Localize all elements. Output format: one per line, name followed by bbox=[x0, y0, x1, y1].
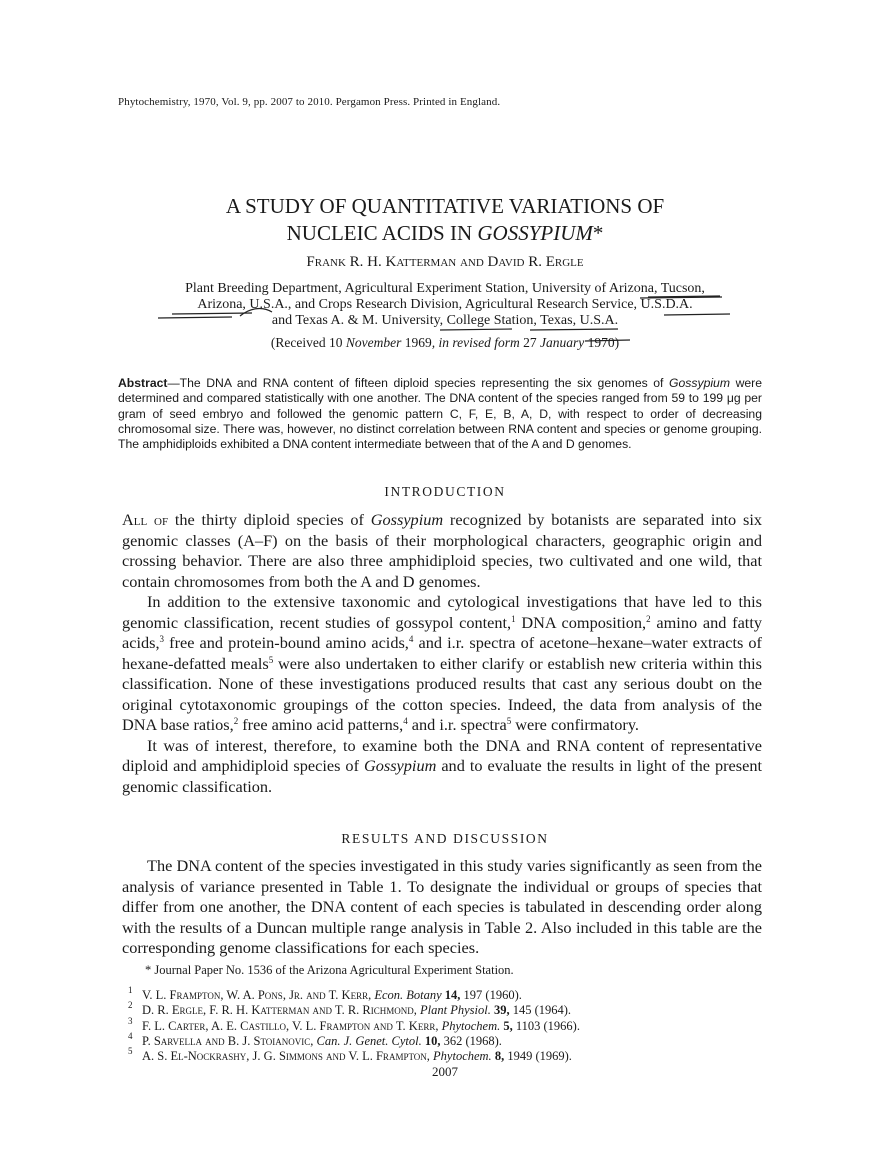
results-heading: RESULTS AND DISCUSSION bbox=[341, 831, 549, 846]
reference-item: $^4$ P. Sarvella and B. J. Stoianovic, Can. J. Genet. Cytol. 10, 362 (1968). bbox=[128, 1030, 502, 1048]
page-number: 2007 bbox=[432, 1064, 458, 1079]
intro-paragraph-3: It was of interest, therefore, to examine both the DNA and RNA content of representative diploid and amphidiploid species of Gossypium and to evaluate the results in light of the present genomic classification. bbox=[122, 735, 762, 796]
title-line-1: A STUDY OF QUANTITATIVE VARIATIONS OF bbox=[225, 194, 665, 218]
reference-item: $^1$ V. L. Frampton, W. A. Pons, Jr. and T. Kerr, Econ. Botany 14, 197 (1960). bbox=[128, 985, 522, 1002]
introduction-heading: INTRODUCTION bbox=[384, 484, 506, 499]
reference-item: $^3$ F. L. Carter, A. E. Castillo, V. L. Frampton and T. Kerr, Phytochem. 5, 1103 (1966). bbox=[128, 1015, 580, 1033]
introduction-body bbox=[122, 510, 762, 797]
intro-paragraph-1: All of the thirty diploid species of Gossypium recognized by botanists are separated into six genomic classes (A–F) on the basis of their morphological characters, geographic origin and crossing behavior. There are also three amphidiploid species, two cultivated and one wild, that contain chromosomes from both the A and D genomes. bbox=[122, 510, 763, 591]
affiliation-line-1: Plant Breeding Department, Agricultural Experiment Station, University of Arizona, Tucson, bbox=[185, 281, 705, 296]
footnote: * Journal Paper No. 1536 of the Arizona Agricultural Experiment Station. bbox=[145, 963, 514, 977]
article-title bbox=[0, 193, 890, 247]
affiliation-line-3: and Texas A. & M. University, College Station, Texas, U.S.A. bbox=[271, 313, 619, 328]
reference-list bbox=[128, 985, 768, 1064]
title-line-2: NUCLEIC ACIDS IN GOSSYPIUM* bbox=[286, 221, 604, 245]
title-genus: GOSSYPIUM bbox=[477, 221, 593, 245]
reference-item: $^2$ D. R. Ergle, F. R. H. Katterman and T. R. Richmond, Plant Physiol. 39, 145 (1964). bbox=[128, 1000, 572, 1018]
journal-citation: Phytochemistry, 1970, Vol. 9, pp. 2007 to 2010. Pergamon Press. Printed in England. bbox=[118, 96, 501, 108]
author-list: Frank R. H. Katterman and David R. Ergle bbox=[306, 254, 584, 270]
reference-item: $^5$ A. S. El-Nockrashy, J. G. Simmons and V. L. Frampton, Phytochem. 8, 1949 (1969). bbox=[128, 1046, 572, 1064]
abstract: Abstract—The DNA and RNA content of fifteen diploid species representing the six genomes of Gossypium were determined and compared statistically with one another. The DNA content of the species ranged from 59 to 199 μg per gram of seed embryo and followed the genomic pattern C, F, E, B, A, D, with respect to order of decreasing chromosomal size. There was, however, no distinct correlation between RNA content and species or genome grouping. The amphidiploids exhibited a DNA content intermediate between that of the A and D genomes. bbox=[118, 376, 762, 452]
intro-paragraph-2: In addition to the extensive taxonomic and cytological investigations that have led to this genomic classification, recent studies of gossypol content,$^1$ DNA composition,$^2$ amino and fatty acids,$^3$ free and protein-bound amino acids,$^4$ and i.r. spectra of acetone–hexane–water extracts of hexane-defatted meals$^5$ were also undertaken to either clarify or establish new criteria within this classification. None of these investigations produced results that cast any serious doubt on the original cytotaxonomic groupings of the cotton species. Indeed, the data from analysis of the DNA base ratios,$^2$ free amino acid patterns,$^4$ and i.r. spectra$^5$ were confirmatory. bbox=[122, 592, 762, 734]
received-dates: (Received 10 November 1969, in revised form 27 January 1970) bbox=[270, 335, 620, 350]
abstract-label: Abstract bbox=[118, 376, 168, 390]
results-paragraph-1: The DNA content of the species investigated in this study varies significantly as seen from the analysis of variance presented in Table 1. To designate the individual or groups of species that differ from one another, the DNA content of each species is tabulated in descending order along with the results of a Duncan multiple range analysis in Table 2. Also included in this table are the corresponding genome classifications for each species. bbox=[122, 856, 762, 957]
results-body bbox=[122, 856, 762, 959]
pen-underline-college-station bbox=[440, 329, 618, 330]
affiliation bbox=[0, 281, 890, 329]
affiliation-line-2: Arizona, U.S.A., and Crops Research Division, Agricultural Research Service, U.S.D.A. bbox=[197, 297, 693, 312]
